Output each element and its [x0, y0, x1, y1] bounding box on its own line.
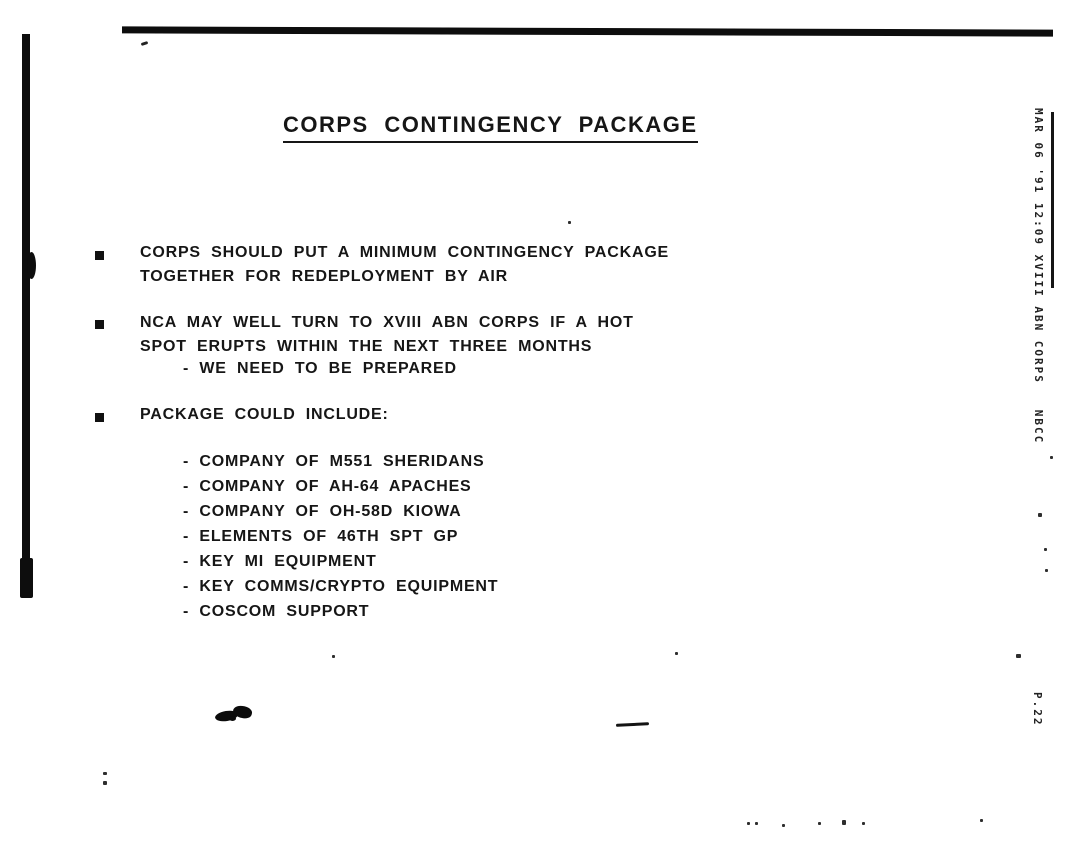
- bullet-item: [140, 241, 669, 289]
- package-item-list: [183, 449, 498, 624]
- ink-speck: [675, 652, 678, 655]
- list-item: - ELEMENTS OF 46TH SPT GP: [183, 528, 459, 545]
- ink-speck: [1045, 569, 1048, 572]
- ink-speck: [980, 819, 983, 822]
- ink-dash-mark: [616, 722, 649, 727]
- ink-speck: [1038, 513, 1042, 517]
- scan-artifact-left-bar: [22, 34, 30, 598]
- ink-speck: [332, 655, 335, 658]
- list-item: - COMPANY OF M551 SHERIDANS: [183, 453, 485, 470]
- scan-artifact-tick: [141, 41, 149, 46]
- bullet-item: [140, 311, 634, 359]
- bullet-line: TOGETHER FOR REDEPLOYMENT BY AIR: [140, 268, 508, 285]
- ink-speck: [862, 822, 865, 825]
- ink-speck: [103, 781, 107, 785]
- list-item: - COMPANY OF OH-58D KIOWA: [183, 503, 462, 520]
- list-item: - KEY COMMS/CRYPTO EQUIPMENT: [183, 578, 499, 595]
- bullet-square-icon: [95, 251, 104, 260]
- ink-speck: [842, 820, 846, 825]
- fax-page-number-vertical: P.22: [1031, 692, 1044, 727]
- fax-timestamp-vertical: MAR 06 '91 12:09 XVIII ABN CORPS NBCC: [1032, 108, 1045, 445]
- sub-bullet-line: - WE NEED TO BE PREPARED: [183, 360, 457, 377]
- ink-speck: [1016, 654, 1021, 658]
- ink-speck: [818, 822, 821, 825]
- ink-speck: [747, 822, 750, 825]
- list-item: - KEY MI EQUIPMENT: [183, 553, 377, 570]
- bullet-item: [140, 403, 389, 427]
- bullet-square-icon: [95, 320, 104, 329]
- bullet-line: SPOT ERUPTS WITHIN THE NEXT THREE MONTHS: [140, 338, 593, 355]
- scan-artifact-right-line: [1051, 112, 1054, 288]
- list-item: - COMPANY OF AH-64 APACHES: [183, 478, 472, 495]
- list-item: - COSCOM SUPPORT: [183, 603, 370, 620]
- scan-artifact-left-bar-foot: [20, 558, 33, 598]
- scan-artifact-top-bar: [122, 26, 1053, 36]
- ink-speck: [1050, 456, 1053, 459]
- ink-speck: [1044, 548, 1047, 551]
- ink-speck: [782, 824, 785, 827]
- ink-speck: [103, 772, 107, 775]
- ink-speck: [568, 221, 571, 224]
- bullet-line: CORPS SHOULD PUT A MINIMUM CONTINGENCY PACKAGE: [140, 244, 670, 261]
- page-title: CORPS CONTINGENCY PACKAGE: [283, 112, 698, 143]
- bullet-line: PACKAGE COULD INCLUDE:: [140, 406, 389, 423]
- bullet-line: NCA MAY WELL TURN TO XVIII ABN CORPS IF A HOT: [140, 314, 634, 331]
- ink-smudge: [229, 716, 236, 721]
- ink-speck: [755, 822, 758, 825]
- scan-artifact-left-bar-bump: [27, 252, 36, 279]
- bullet-square-icon: [95, 413, 104, 422]
